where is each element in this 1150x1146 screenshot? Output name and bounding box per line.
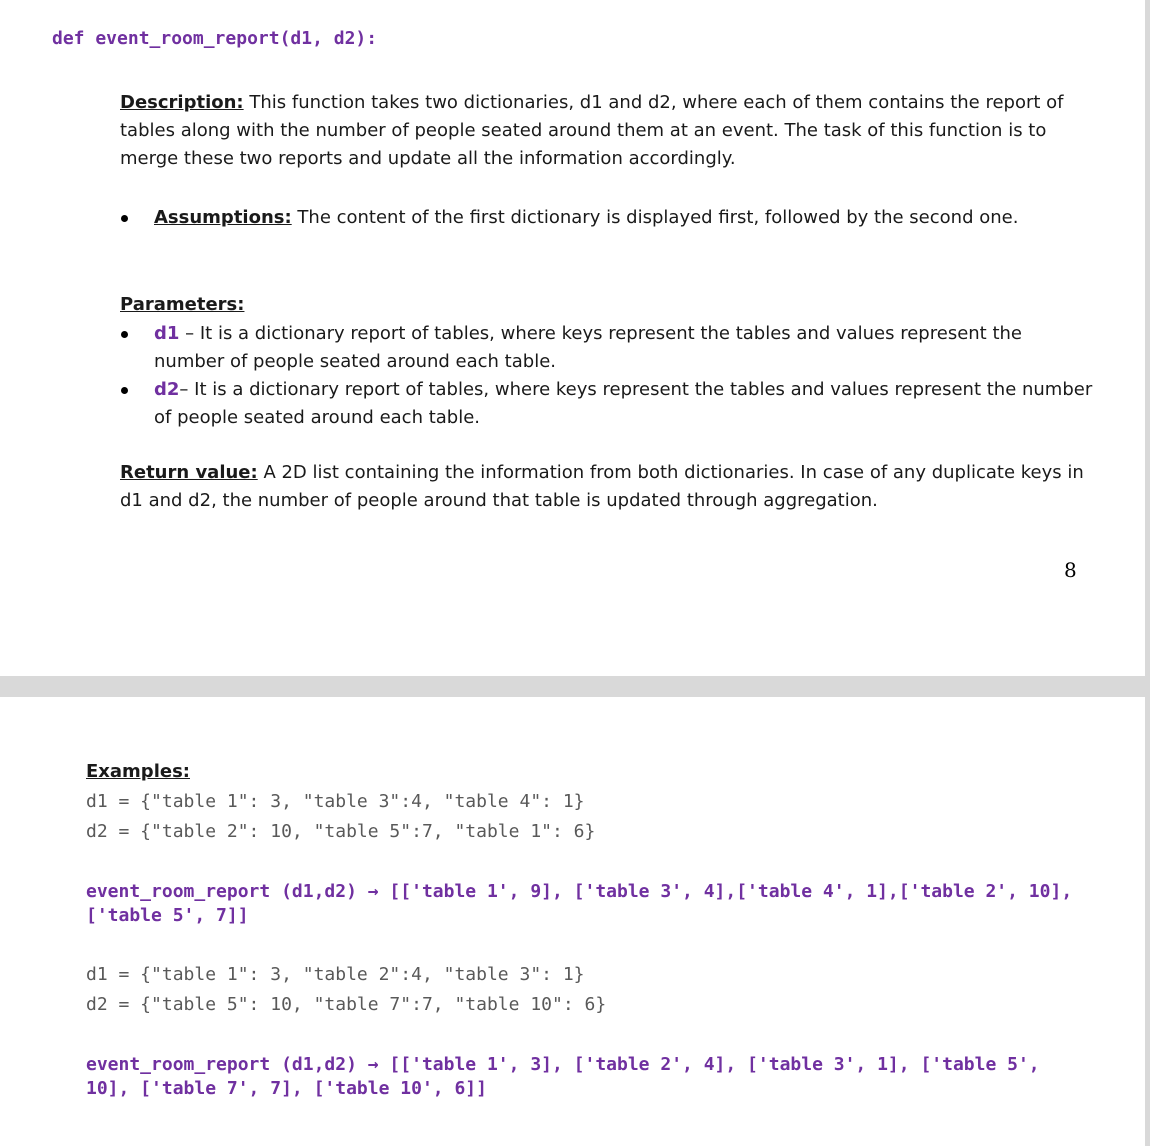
return-value-paragraph [120, 459, 1095, 515]
function-signature: def event_room_report(d1, d2): [52, 28, 378, 49]
parameter-d1-text: – It is a dictionary report of tables, where keys represent the tables and values represent the number of people seated around each table. [154, 323, 1022, 372]
parameter-d2-text: – It is a dictionary report of tables, where keys represent the tables and values represent the number of people seated around each table. [154, 379, 1093, 428]
example-1-d2: d2 = {"table 2": 10, "table 5":7, "table 1": 6} [86, 821, 596, 842]
bullet-icon [121, 215, 128, 222]
example-1-call: event_room_report (d1,d2) → [['table 1', 9], ['table 3', 4],['table 4', 1],['table 2', 10],['table 5', 7]] [86, 881, 1073, 926]
parameter-d1-name: d1 [154, 323, 180, 344]
description-text: This function takes two dictionaries, d1 and d2, where each of them contains the report of tables along with the number of people seated around them at an event. The task of this function is to merge these two reports and update all the information accordingly. [120, 92, 1064, 169]
example-2-d2: d2 = {"table 5": 10, "table 7":7, "table 10": 6} [86, 994, 607, 1015]
page-number: 8 [1064, 558, 1077, 582]
parameter-d2-name: d2 [154, 379, 180, 400]
description-paragraph [120, 89, 1075, 173]
assumptions-item [154, 204, 1074, 232]
bullet-icon [121, 387, 128, 394]
bullet-icon [121, 331, 128, 338]
assumptions-label: Assumptions: [154, 207, 292, 228]
examples-heading: Examples: [86, 761, 190, 782]
example-2-call: event_room_report (d1,d2) → [['table 1', 3], ['table 2', 4], ['table 3', 1], ['table 5', 10], ['table 7', 7], ['table 10', 6]] [86, 1054, 1040, 1099]
parameter-d2 [154, 376, 1114, 432]
example-2-d1: d1 = {"table 1": 3, "table 2":4, "table 3": 1} [86, 964, 585, 985]
parameters-heading: Parameters: [120, 294, 245, 315]
document-page-2 [0, 697, 1145, 1146]
return-value-label: Return value: [120, 462, 258, 483]
viewer-edge [1145, 0, 1150, 1146]
description-label: Description: [120, 92, 244, 113]
assumptions-text: The content of the first dictionary is displayed first, followed by the second one. [291, 207, 1019, 228]
return-value-text: A 2D list containing the information from both dictionaries. In case of any duplicate keys in d1 and d2, the number of people around that table is updated through aggregation. [120, 462, 1084, 511]
example-1-d1: d1 = {"table 1": 3, "table 3":4, "table 4": 1} [86, 791, 585, 812]
parameter-d1 [154, 320, 1054, 376]
